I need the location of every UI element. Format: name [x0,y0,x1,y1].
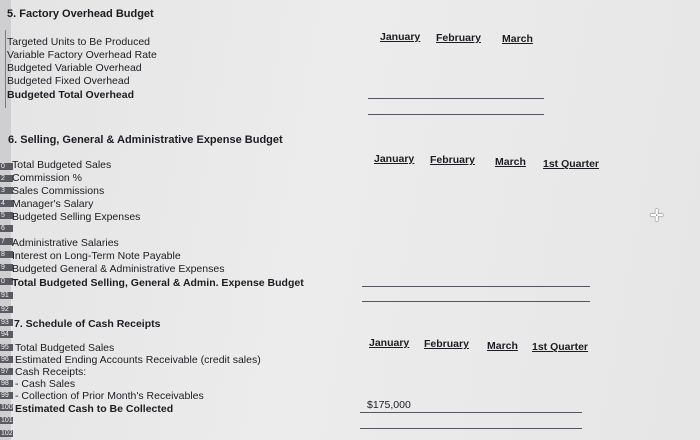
row-number[interactable]: 93 [0,319,13,326]
overhead-row-label[interactable]: Budgeted Fixed Overhead [7,75,130,87]
cash-header-1st-quarter: 1st Quarter [532,341,589,353]
sga-row-label[interactable]: Sales Commissions [12,185,105,197]
cash-total-label[interactable]: Estimated Cash to Be Collected [15,403,174,415]
overhead-row-label[interactable]: Budgeted Variable Overhead [7,62,142,74]
sga-row-label[interactable]: Commission % [12,172,83,184]
row-number[interactable]: 95 [0,344,13,351]
row-number[interactable]: 91 [0,292,13,299]
cash-row-label[interactable]: - Collection of Prior Month's Receivables [15,390,204,402]
row-number[interactable]: 7 [0,238,13,245]
cash-total-double-underline [360,428,582,429]
sga-row-label[interactable]: Manager's Salary [12,198,94,210]
cell-border [5,30,6,108]
row-number[interactable]: 2 [0,175,13,182]
cash-row-label[interactable]: Estimated Ending Accounts Receivable (credit sales) [15,354,261,366]
row-number[interactable]: 9 [0,264,13,271]
row-number[interactable]: 3 [0,187,13,194]
row-number[interactable]: 102 [1,430,13,437]
row-number[interactable]: 98 [0,380,13,387]
sga-row-label[interactable]: Budgeted General & Administrative Expenses [12,263,225,275]
row-number[interactable]: 94 [0,331,13,338]
sga-header-1st-quarter: 1st Quarter [543,158,600,170]
sga-total-underline [362,286,590,287]
cash-title: 7. Schedule of Cash Receipts [14,318,161,330]
row-number[interactable]: 92 [0,306,13,313]
cash-header-march: March [487,340,518,352]
row-number[interactable]: 6 [0,225,13,232]
overhead-title: 5. Factory Overhead Budget [7,8,154,20]
row-number[interactable]: 100 [1,404,13,411]
cash-row-label[interactable]: Cash Receipts: [15,366,87,378]
overhead-total-double-underline [368,114,544,115]
row-number[interactable]: 5 [0,212,13,219]
cash-header-january: January [369,337,410,349]
cash-collection-january-value[interactable]: $175,000 [367,399,411,411]
row-number[interactable]: 0 [0,163,13,170]
sga-row-label[interactable]: Administrative Salaries [12,237,119,249]
sga-header-february: February [430,154,475,166]
overhead-header-january: January [380,31,421,43]
sga-total-label[interactable]: Total Budgeted Selling, General & Admin. Expense Budget [12,277,304,289]
sga-header-january: January [374,153,415,165]
sga-title: 6. Selling, General & Administrative Expense Budget [8,134,283,146]
cash-row-label[interactable]: Total Budgeted Sales [15,342,115,354]
sga-row-label[interactable]: Budgeted Selling Expenses [12,211,141,223]
overhead-header-february: February [436,32,481,44]
overhead-header-march: March [502,33,533,45]
sga-total-double-underline [362,301,590,302]
cash-total-underline [360,412,582,413]
row-number[interactable]: 0 [0,278,13,285]
overhead-row-label[interactable]: Targeted Units to Be Produced [7,36,151,48]
sga-header-march: March [495,156,526,168]
row-number[interactable]: 101 [1,417,13,424]
overhead-row-label[interactable]: Variable Factory Overhead Rate [7,49,157,61]
row-number[interactable]: 97 [0,368,13,375]
sga-row-label[interactable]: Interest on Long-Term Note Payable [12,250,181,262]
row-number[interactable]: 99 [0,392,13,399]
row-number[interactable]: 4 [0,200,13,207]
cash-row-label[interactable]: - Cash Sales [15,378,76,390]
row-number[interactable]: 96 [0,356,13,363]
sga-row-label[interactable]: Total Budgeted Sales [12,159,112,171]
cursor-crosshair-icon: ✛ [650,208,664,225]
overhead-total-label[interactable]: Budgeted Total Overhead [7,89,134,101]
overhead-total-underline [368,98,544,99]
cash-header-february: February [424,338,469,350]
row-number[interactable]: 8 [0,251,13,258]
